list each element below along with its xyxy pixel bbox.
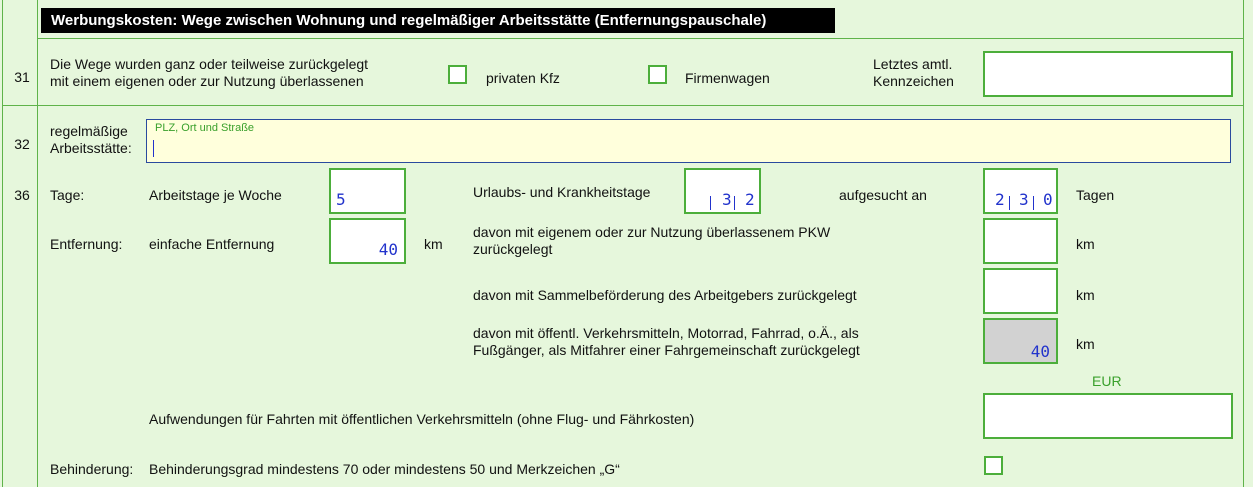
row31-label-line1: Die Wege wurden ganz oder teilweise zurückgelegt [50,56,369,72]
row-number-32: 32 [14,136,30,152]
public-transport-expenses-input[interactable] [983,393,1233,439]
company-car-checkbox[interactable] [648,65,667,84]
digit-separator [734,196,735,210]
workplace-label-line1: regelmäßige [50,123,128,139]
row31-label-line2: mit einem eigenen oder zur Nutzung überlassenen [50,73,364,89]
public-transport-label-line2: Fußgänger, als Mitfahrer einer Fahrgemeinschaft zurückgelegt [473,342,860,358]
own-car-distance-input[interactable] [983,218,1058,264]
row31-top-line [37,38,1244,39]
vacation-sick-days-input[interactable] [684,168,761,214]
digit-separator [710,196,711,210]
currency-label: EUR [1092,373,1122,389]
days-label: Tage: [50,187,85,203]
workdays-per-week-label: Arbeitstage je Woche [149,187,282,203]
section-title: Werbungskosten: Wege zwischen Wohnung und regelmäßiger Arbeitsstätte (Entfernungspauschale) [41,8,835,33]
visited-days-input[interactable] [983,168,1058,214]
private-car-checkbox[interactable] [448,65,467,84]
public-transport-distance-value: 40 [1030,342,1050,361]
own-car-label-line2: zurückgelegt [473,241,553,257]
digit-separator [1033,196,1034,210]
workdays-per-week-input[interactable] [329,168,406,214]
row-number-36: 36 [14,187,30,203]
disability-checkbox[interactable] [984,456,1003,475]
days-unit-label: Tagen [1076,187,1115,203]
public-transport-distance-input[interactable] [983,318,1058,364]
distance-label: Entfernung: [50,236,123,252]
disability-text: Behinderungsgrad mindestens 70 oder mindestens 50 und Merkzeichen „G“ [149,461,620,477]
employer-transport-unit: km [1076,287,1095,303]
employer-transport-label: davon mit Sammelbeförderung des Arbeitgebers zurückgelegt [473,287,857,303]
vacation-sick-days-label: Urlaubs- und Krankheitstage [473,184,651,200]
vacation-digit-1: 3 [722,190,732,209]
text-caret [153,140,154,157]
left-border-line [2,0,3,487]
row31-bottom-line [2,105,1244,106]
right-border-line [1243,0,1244,487]
simple-distance-value: 40 [378,240,398,259]
visited-digit-0: 2 [995,190,1005,209]
visited-digit-2: 0 [1043,190,1053,209]
simple-distance-input[interactable] [329,218,406,264]
own-car-distance-unit: km [1076,236,1095,252]
workplace-label-line2: Arbeitsstätte: [50,140,132,156]
private-car-label: privaten Kfz [486,70,560,86]
plate-label-line2: Kennzeichen [873,73,954,89]
workplace-address-input[interactable] [146,119,1231,163]
workdays-per-week-value: 5 [336,190,346,209]
company-car-label: Firmenwagen [685,70,770,86]
plate-label-line1: Letztes amtl. [873,56,953,72]
visited-on-label: aufgesucht an [839,187,927,203]
public-transport-unit: km [1076,336,1095,352]
license-plate-input[interactable] [983,51,1233,97]
public-transport-label-line1: davon mit öffentl. Verkehrsmitteln, Motorrad, Fahrrad, o.Ä., als [473,325,859,341]
vacation-digit-2: 2 [745,190,755,209]
employer-transport-input[interactable] [983,268,1058,314]
public-transport-expenses-label: Aufwendungen für Fahrten mit öffentlichen Verkehrsmitteln (ohne Flug- und Fährkosten) [149,411,695,427]
row-number-31: 31 [14,69,30,85]
number-column-line [37,0,38,487]
simple-distance-unit: km [424,236,443,252]
visited-digit-1: 3 [1019,190,1029,209]
simple-distance-label: einfache Entfernung [149,236,275,252]
disability-label: Behinderung: [50,461,134,477]
digit-separator [1009,196,1010,210]
workplace-address-placeholder: PLZ, Ort und Straße [155,122,255,134]
own-car-label-line1: davon mit eigenem oder zur Nutzung überlassenem PKW [473,224,831,240]
